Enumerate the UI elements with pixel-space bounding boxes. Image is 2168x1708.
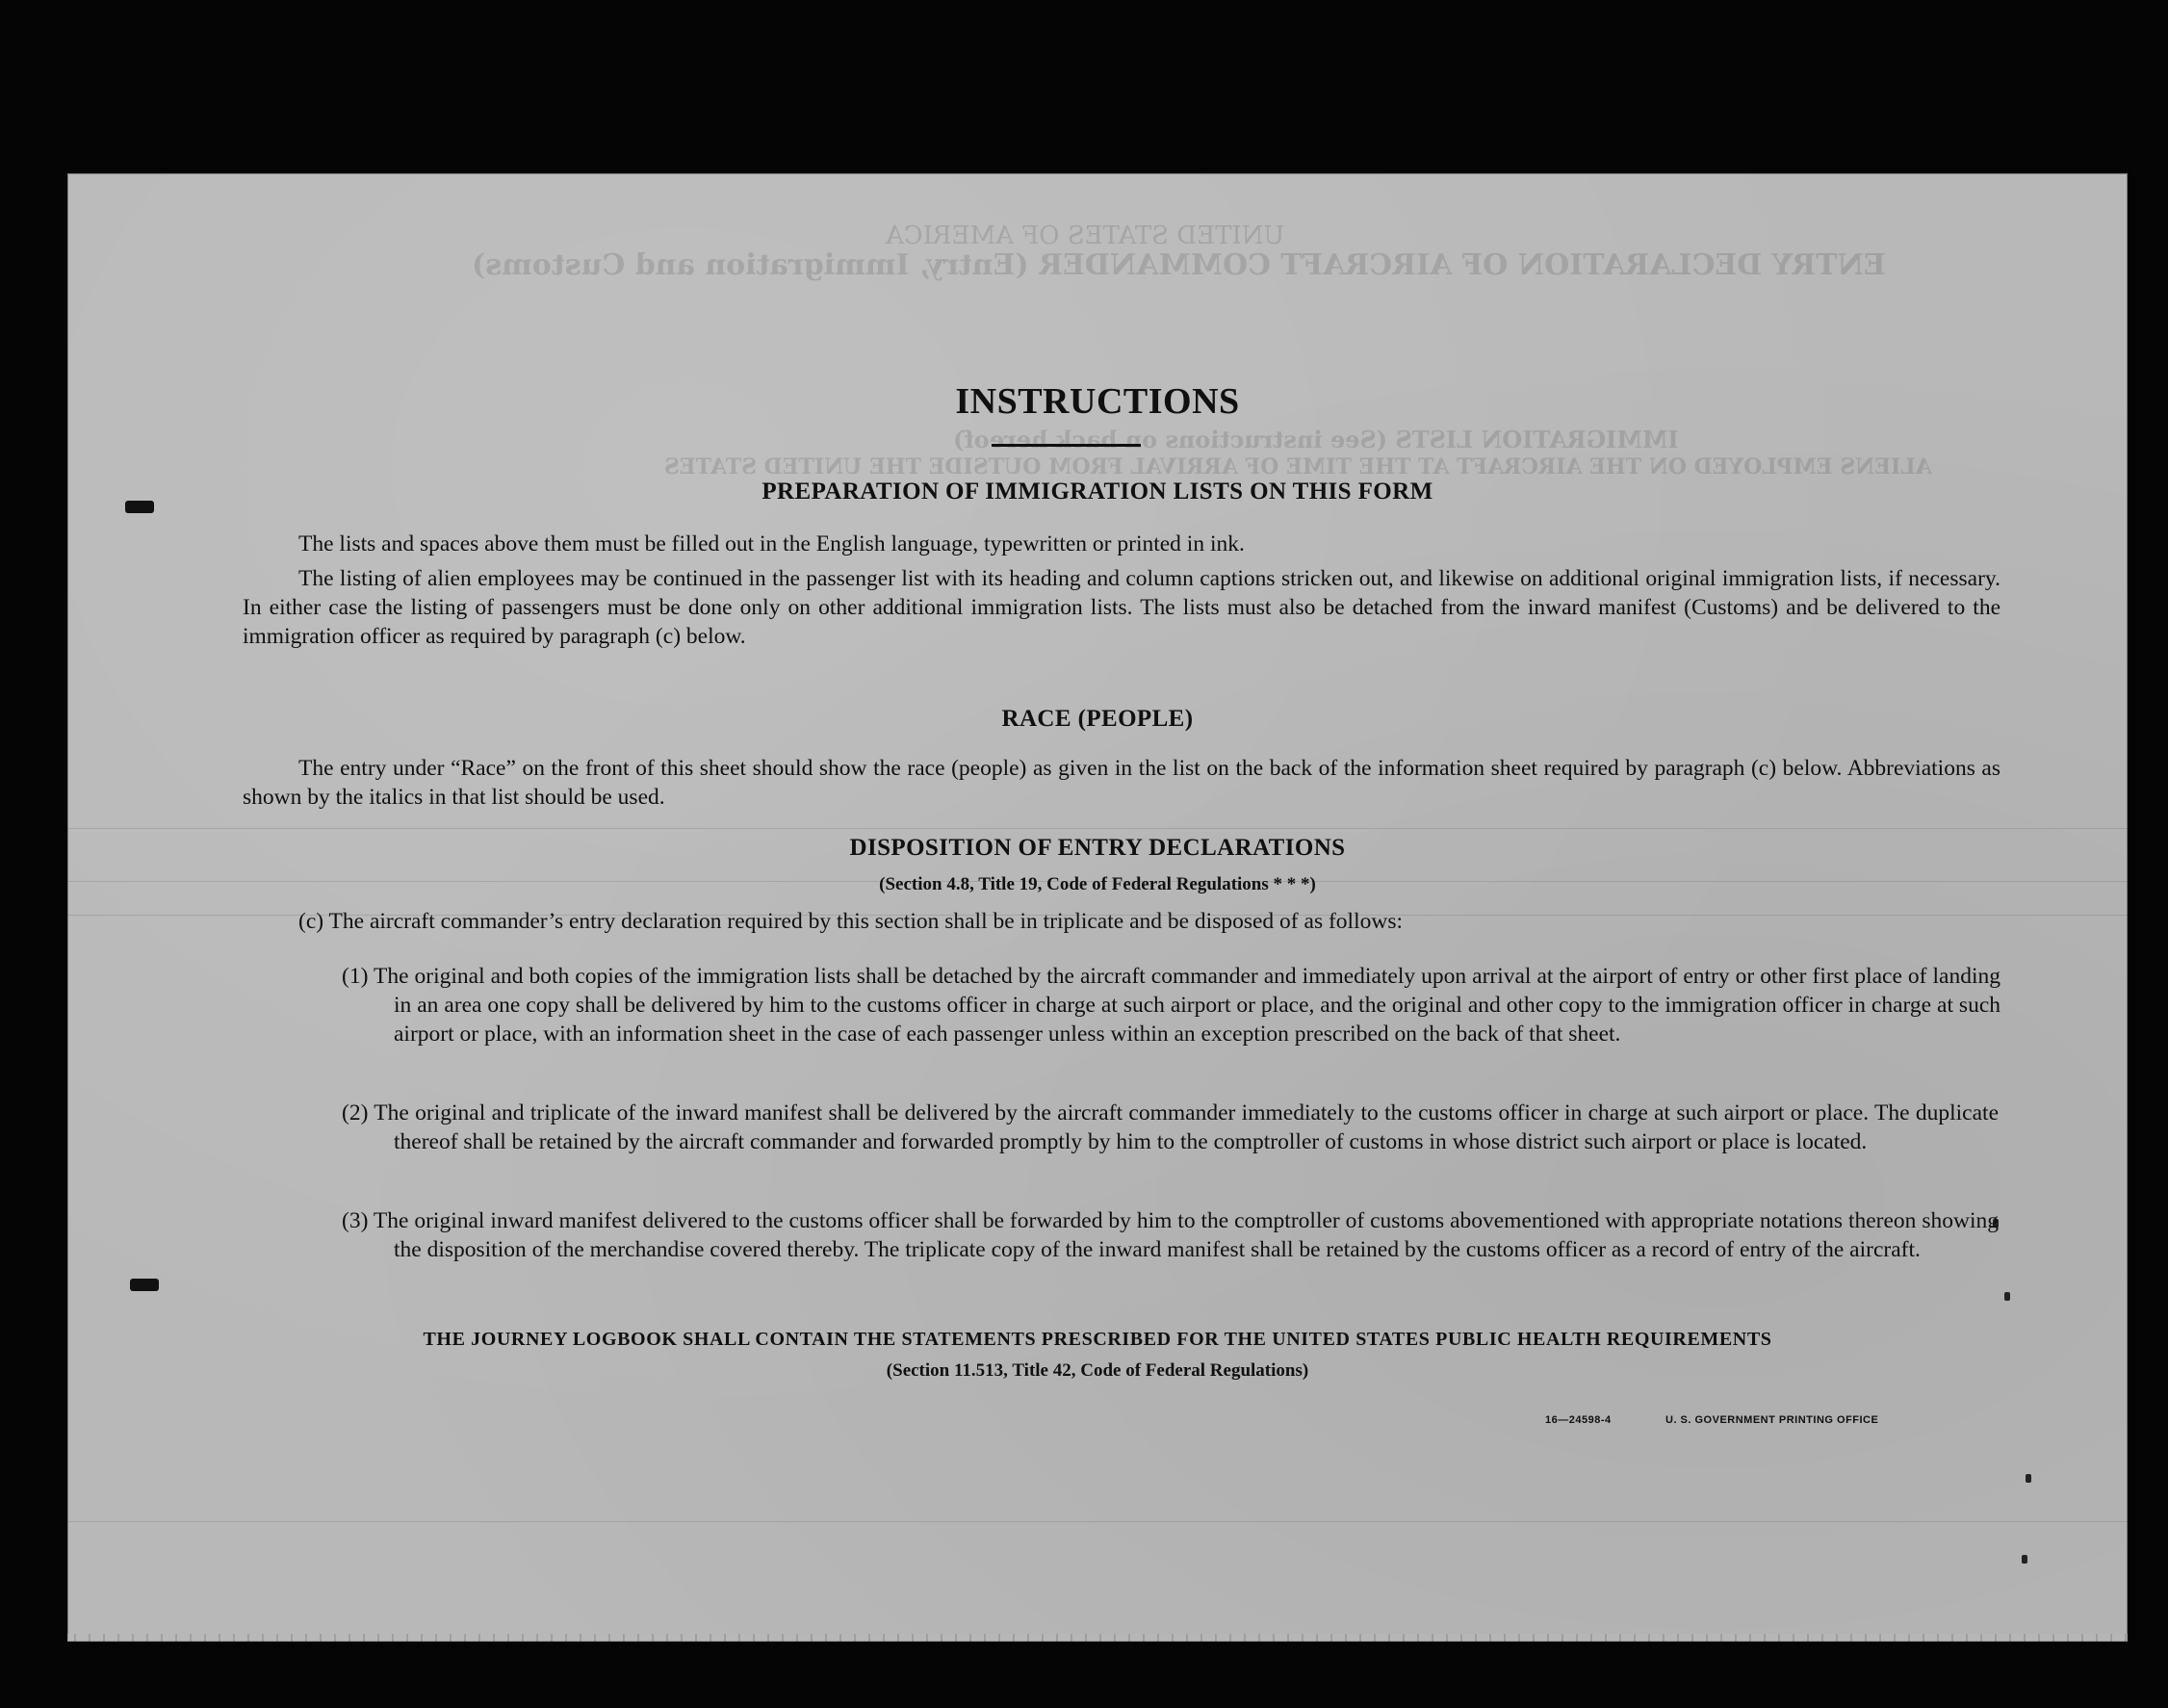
form-number: 16—24598-4: [1545, 1414, 1612, 1426]
printer-credit: U. S. GOVERNMENT PRINTING OFFICE: [1665, 1414, 1879, 1426]
disposition-item-3: [342, 1206, 1999, 1264]
disposition-citation: (Section 4.8, Title 19, Code of Federal Regulations * * *): [879, 874, 1316, 894]
section-heading-preparation: PREPARATION OF IMMIGRATION LISTS ON THIS FORM: [761, 479, 1433, 505]
show-through-line-4: ALIENS EMPLOYED ON THE AIRCRAFT AT THE TIME OF ARRIVAL FROM OUTSIDE THE UNITED STATES: [664, 454, 1932, 479]
paragraph: The entry under “Race” on the front of this sheet should show the race (people) as given in the list on the back of the information sheet required by paragraph (c) below. Abbreviations as shown by the italics in that list should be used.: [243, 756, 2000, 810]
disposition-intro: [298, 907, 1935, 936]
section-heading-race: RACE (PEOPLE): [1001, 706, 1194, 732]
show-through-line-2: ENTRY DECLARATION OF AIRCRAFT COMMANDER (Entry, Immigration and Customs): [472, 248, 1886, 282]
title-underline: [992, 444, 1141, 447]
logbook-citation: (Section 11.513, Title 42, Code of Federal Regulations): [886, 1360, 1309, 1381]
logbook-statement: THE JOURNEY LOGBOOK SHALL CONTAIN THE STATEMENTS PRESCRIBED FOR THE UNITED STATES PUBLIC HEALTH REQUIREMENTS: [423, 1329, 1772, 1350]
instructions-content: [67, 173, 2128, 1642]
disposition-item-2: [342, 1099, 1999, 1156]
page-title: INSTRUCTIONS: [955, 381, 1240, 422]
paragraph: (3) The original inward manifest delivered to the customs officer shall be forwarded by him to the comptroller of customs abovementioned with appropriate notations thereon showing the disposition of the merchandise covered thereby. The triplicate copy of the inward manifest shall be retained by the customs officer as a record of entry of the aircraft.: [342, 1208, 1999, 1262]
paragraph: The lists and spaces above them must be filled out in the English language, typewritten or printed in ink.: [298, 531, 1245, 556]
section-race-text: [243, 754, 2000, 812]
paragraph: (c) The aircraft commander’s entry declaration required by this section shall be in triplicate and be disposed of as follows:: [298, 909, 1403, 934]
section-preparation-text: [243, 530, 2000, 651]
torn-edge: [67, 1634, 2128, 1642]
show-through-line-1: UNITED STATES OF AMERICA: [886, 221, 1285, 250]
document-page: [67, 173, 2128, 1642]
paragraph: (2) The original and triplicate of the inward manifest shall be delivered by the aircraft commander immediately to the customs officer in charge at such airport or place. The duplicate thereof shall be retained by the aircraft commander and forwarded promptly by him to the comptroller of customs in whose district such airport or place is located.: [342, 1100, 1999, 1154]
paragraph: The listing of alien employees may be continued in the passenger list with its heading and column captions stricken out, and likewise on additional original immigration lists, if necessary. In either case the listing of passengers must be done only on other additional immigration lists. The lists must also be detached from the inward manifest (Customs) and be delivered to the immigration officer as required by paragraph (c) below.: [243, 566, 2000, 649]
disposition-item-1: [342, 962, 2000, 1048]
section-heading-disposition: DISPOSITION OF ENTRY DECLARATIONS: [849, 835, 1346, 861]
show-through-line-3: IMMIGRATION LISTS (See instructions on back hereof): [953, 426, 1679, 453]
paragraph: (1) The original and both copies of the immigration lists shall be detached by the aircraft commander and immediately upon arrival at the airport of entry or other first place of landing in an area one copy shall be delivered by him to the customs officer in charge at such airport or place, and the original and other copy to the immigration officer in charge at such airport or place, with an information sheet in the case of each passenger unless within an exception prescribed on the back of that sheet.: [342, 964, 2000, 1047]
